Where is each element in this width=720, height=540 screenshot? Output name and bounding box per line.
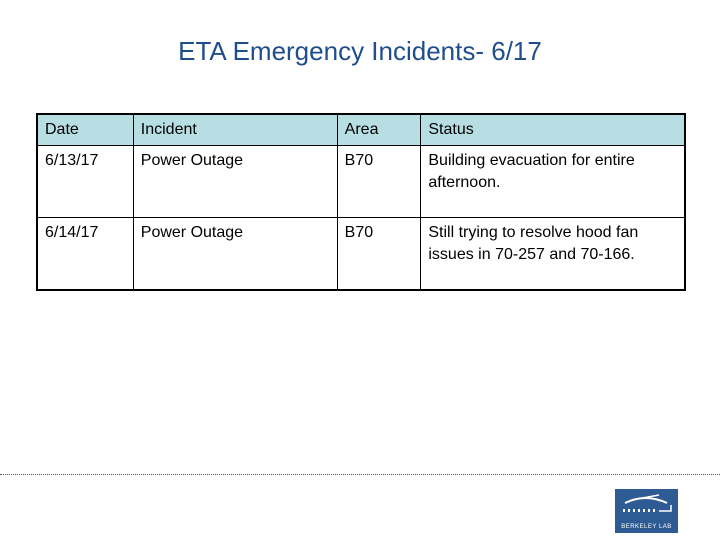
header-incident: Incident [133,114,337,146]
cell-incident: Power Outage [133,146,337,218]
cell-area: B70 [337,146,421,218]
berkeley-lab-logo-icon [615,489,678,525]
header-status: Status [421,114,685,146]
header-date: Date [37,114,133,146]
table-row [37,218,685,291]
cell-status: Still trying to resolve hood fan issues in 70-257 and 70-166. [421,218,685,291]
slide-title: ETA Emergency Incidents- 6/17 [178,36,542,66]
incidents-table [36,113,686,291]
table-row [37,146,685,218]
cell-area: B70 [337,218,421,291]
cell-incident: Power Outage [133,218,337,291]
berkeley-lab-logo [615,489,678,533]
table-header-row [37,114,685,146]
logo-text: BERKELEY LAB [621,524,672,530]
cell-status: Building evacuation for entire afternoon. [421,146,685,218]
cell-date: 6/14/17 [37,218,133,291]
header-area: Area [337,114,421,146]
cell-date: 6/13/17 [37,146,133,218]
footer-divider [0,474,720,475]
